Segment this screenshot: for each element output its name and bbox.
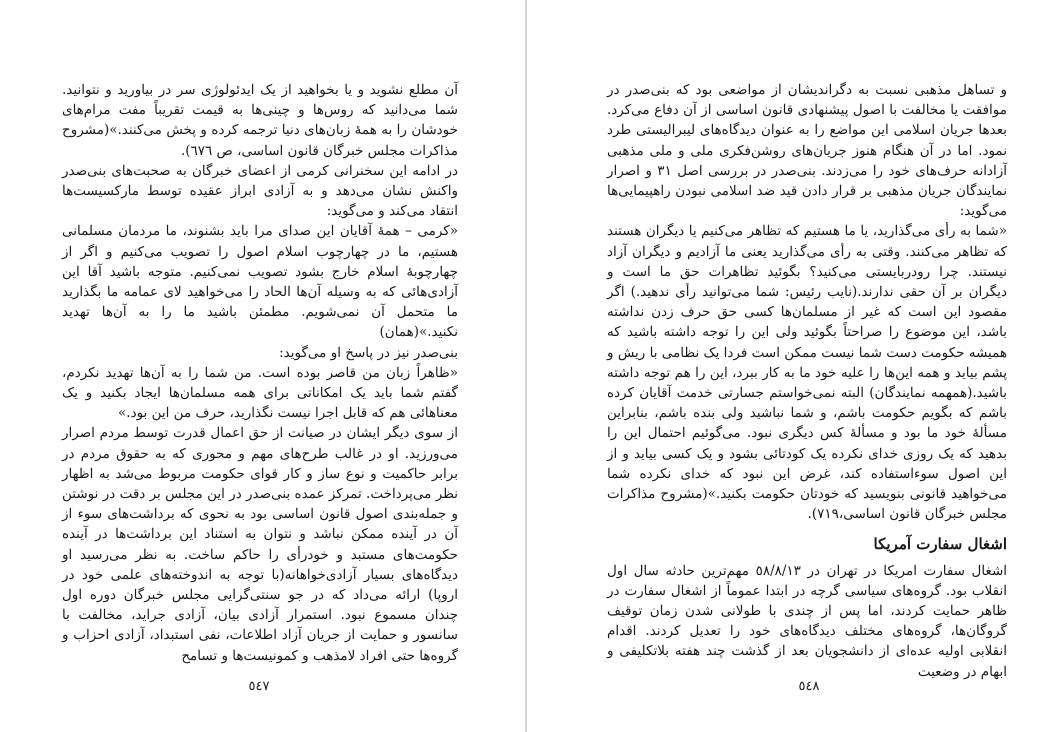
- quote-paragraph: «شما به رأی می‌گذارید، یا ما هستیم که تظاهر می‌کنیم یا دیگران هستند که تظاهر می‌کنند. وقتی به رأی می‌گذارید یعنی ما آزادیم و دیگران آزاد نیستند. چرا رودربایستی می‌کنید؟ بگوئید تظاهرات حق ما است و دیگران بر آن حقی ندارند.(نایب رئیس: شما می‌توانید رأی ندهید.) اگر مقصود این است که غیر از مسلمان‌ها کسی حق حرف زدن نداشته باشد، این موضوع را صراحتاً بگوئید ولی این را توجه داشته باشید که همیشه حکومت دست شما نیست ممکن است فردا یک نظامی با ریش و پشم بیاید و همه این‌ها را علیه خود ما به کار ببرد، این را هم توجه داشته باشید.(همهمه نمایندگان) البته نمی‌خواستم جسارتی خدمت آقایان کرده باشم که بگویم حکومت باشم، و شما نباشید ولی بنده باشم، بنابراین مسألهٔ خود ما بود و مسألهٔ کس دیگری نبود. می‌گوئیم احتمال این را بدهید که یک روزی خدای نکرده یک کودتائی بشود و یک کسی بیاید و از این اصول سوءاستفاده کند، غرض این نبود که خدای نکرده شما می‌خواهید قانونی بنویسید که خودتان حکومت بکنید.»(مشروح مذاکرات مجلس خبرگان قانون اساسی،٧١٩).: [607, 223, 1007, 523]
- quote-paragraph: «ظاهراً زبان من قاصر بوده است. من شما را به آن‌ها تهدید نکردم، گفتم شما باید یک امکاناتی برای همه مسلمان‌ها ایجاد بکنید و یک معناهائی هم که قابل اجرا نیست نگذارید، حرف من این بود.»: [62, 364, 458, 422]
- paragraph: و تساهل مذهبی نسبت به دگراندیشان از مواضعی بود که بنی‌صدر در موافقت یا مخالفت با اصول پیشنهادی قانون اساسی از آن دفاع می‌کرد. بعدها جریان اسلامی این مواضع را به عنوان دیدگاه‌های لیبرالیستی طرد نمود. اما در آن هنگام هنوز جریان‌های روشن‌فکری ملی و ملی مذهبی آزادانه حرف‌های خود را می‌زدند. بنی‌صدر در بررسی اصل ٣١ و اصرار نمایندگان جریان مذهبی بر قرار دادن قید ضد اسلامی نبودن راهپیمایی‌ها می‌گوید:: [607, 82, 1007, 220]
- page-number: ٥٤٧: [248, 679, 270, 694]
- paragraph: از سوی دیگر ایشان در صیانت از حق اعمال قدرت توسط مردم اصرار می‌ورزید. او در غالب طرح‌های مهم و محوری که به حقوق مردم در برابر حاکمیت و نوع ساز و کار قوای حکومت مربوط می‌شد به اظهار نظر می‌پرداخت. تمرکز عمده بنی‌صدر در این مجلس بر دقت در نوشتن و جمله‌بندی اصول قانون اساسی بود به نحوی که برداشت‌های سوء از آن در آینده ممکن نباشد و نتوان به استناد این برداشت‌ها در آینده حکومت‌های مستبد و خودرأی را حاکم ساخت. به نظر می‌رسید او دیدگاه‌های بسیار آزادی‌خواهانه(با توجه به اندوخته‌های علمی خود در اروپا) ارائه می‌داد که در جو سنتی‌گرایی مجلس خبرگان دوره اول چندان مسموع نبود. استمرار آزادی بیان، آزادی جراید، مخالفت با سانسور و حمایت از جریان آزاد اطلاعات، نفی استبداد، آزادی احزاب و گروه‌ها حتی افراد لامذهب و کمونیست‌ها و تسامح: [62, 425, 458, 664]
- left-page: [0, 0, 525, 732]
- paragraph: در ادامه این سخنرانی کرمی از اعضای خبرگان به صحبت‌های بنی‌صدر واکنش نشان می‌دهد و به آزادی ابراز عقیده توسط مارکسیست‌ها انتقاد می‌کند و می‌گوید:: [62, 162, 458, 220]
- right-page-text: [607, 80, 1007, 682]
- paragraph: آن مطلع نشوید و یا بخواهید از یک ایدئولوژی سر در بیاورید و نتوانید. شما می‌دانید که روس‌ها و چینی‌ها به قیمت تقریباً مفت مرام‌های خودشان را به همهٔ زبان‌های دنیا ترجمه کرده و پخش می‌کنند.»(مشروح مذاکرات مجلس خبرگان قانون اساسی، ص ٦٧٦).: [62, 82, 458, 159]
- page-number: ٥٤٨: [798, 679, 820, 694]
- section-heading: اشغال سفارت آمریکا: [873, 535, 1007, 554]
- paragraph: اشغال سفارت امریکا در تهران در ٥٨/٨/١٣ مهم‌ترین حادثه سال اول انقلاب بود. گروه‌های سیاسی گرچه در ابتدا عموماً از اشغال سفارت در ظاهر حمایت کردند، اما پس از چندی با طولانی شدن زمان توقیف گروگان‌ها، گروه‌های مختلف دیدگاه‌های خود را تعدیل کردند. اقدام انقلابی اولیه عده‌ای از دانشجویان بعد از گذشت چند هفته بلاتکلیفی و ابهام در وضعیت: [607, 562, 1008, 680]
- quote-paragraph: «کرمی – همهٔ آقایان این صدای مرا باید بشنوند، ما مردمان مسلمانی هستیم، ما در چهارچوب اسلام اصول را تصویب می‌کنیم و اگر از چهارچوبهٔ اسلام خارج بشود تصویب نمی‌کنیم. متوجه باشید آقا این آزادی‌هائی که به وسیله آن‌ها الحاد را می‌خواهید لای عمامه ما بگذارید ما متحمل آن نمی‌شویم. مطمئن باشید ما را به آن‌ها تهدید نکنید.»(همان): [62, 223, 458, 341]
- left-page-text: [62, 80, 458, 666]
- right-page: [527, 0, 1053, 732]
- paragraph: بنی‌صدر نیز در پاسخ او می‌گوید:: [279, 344, 458, 361]
